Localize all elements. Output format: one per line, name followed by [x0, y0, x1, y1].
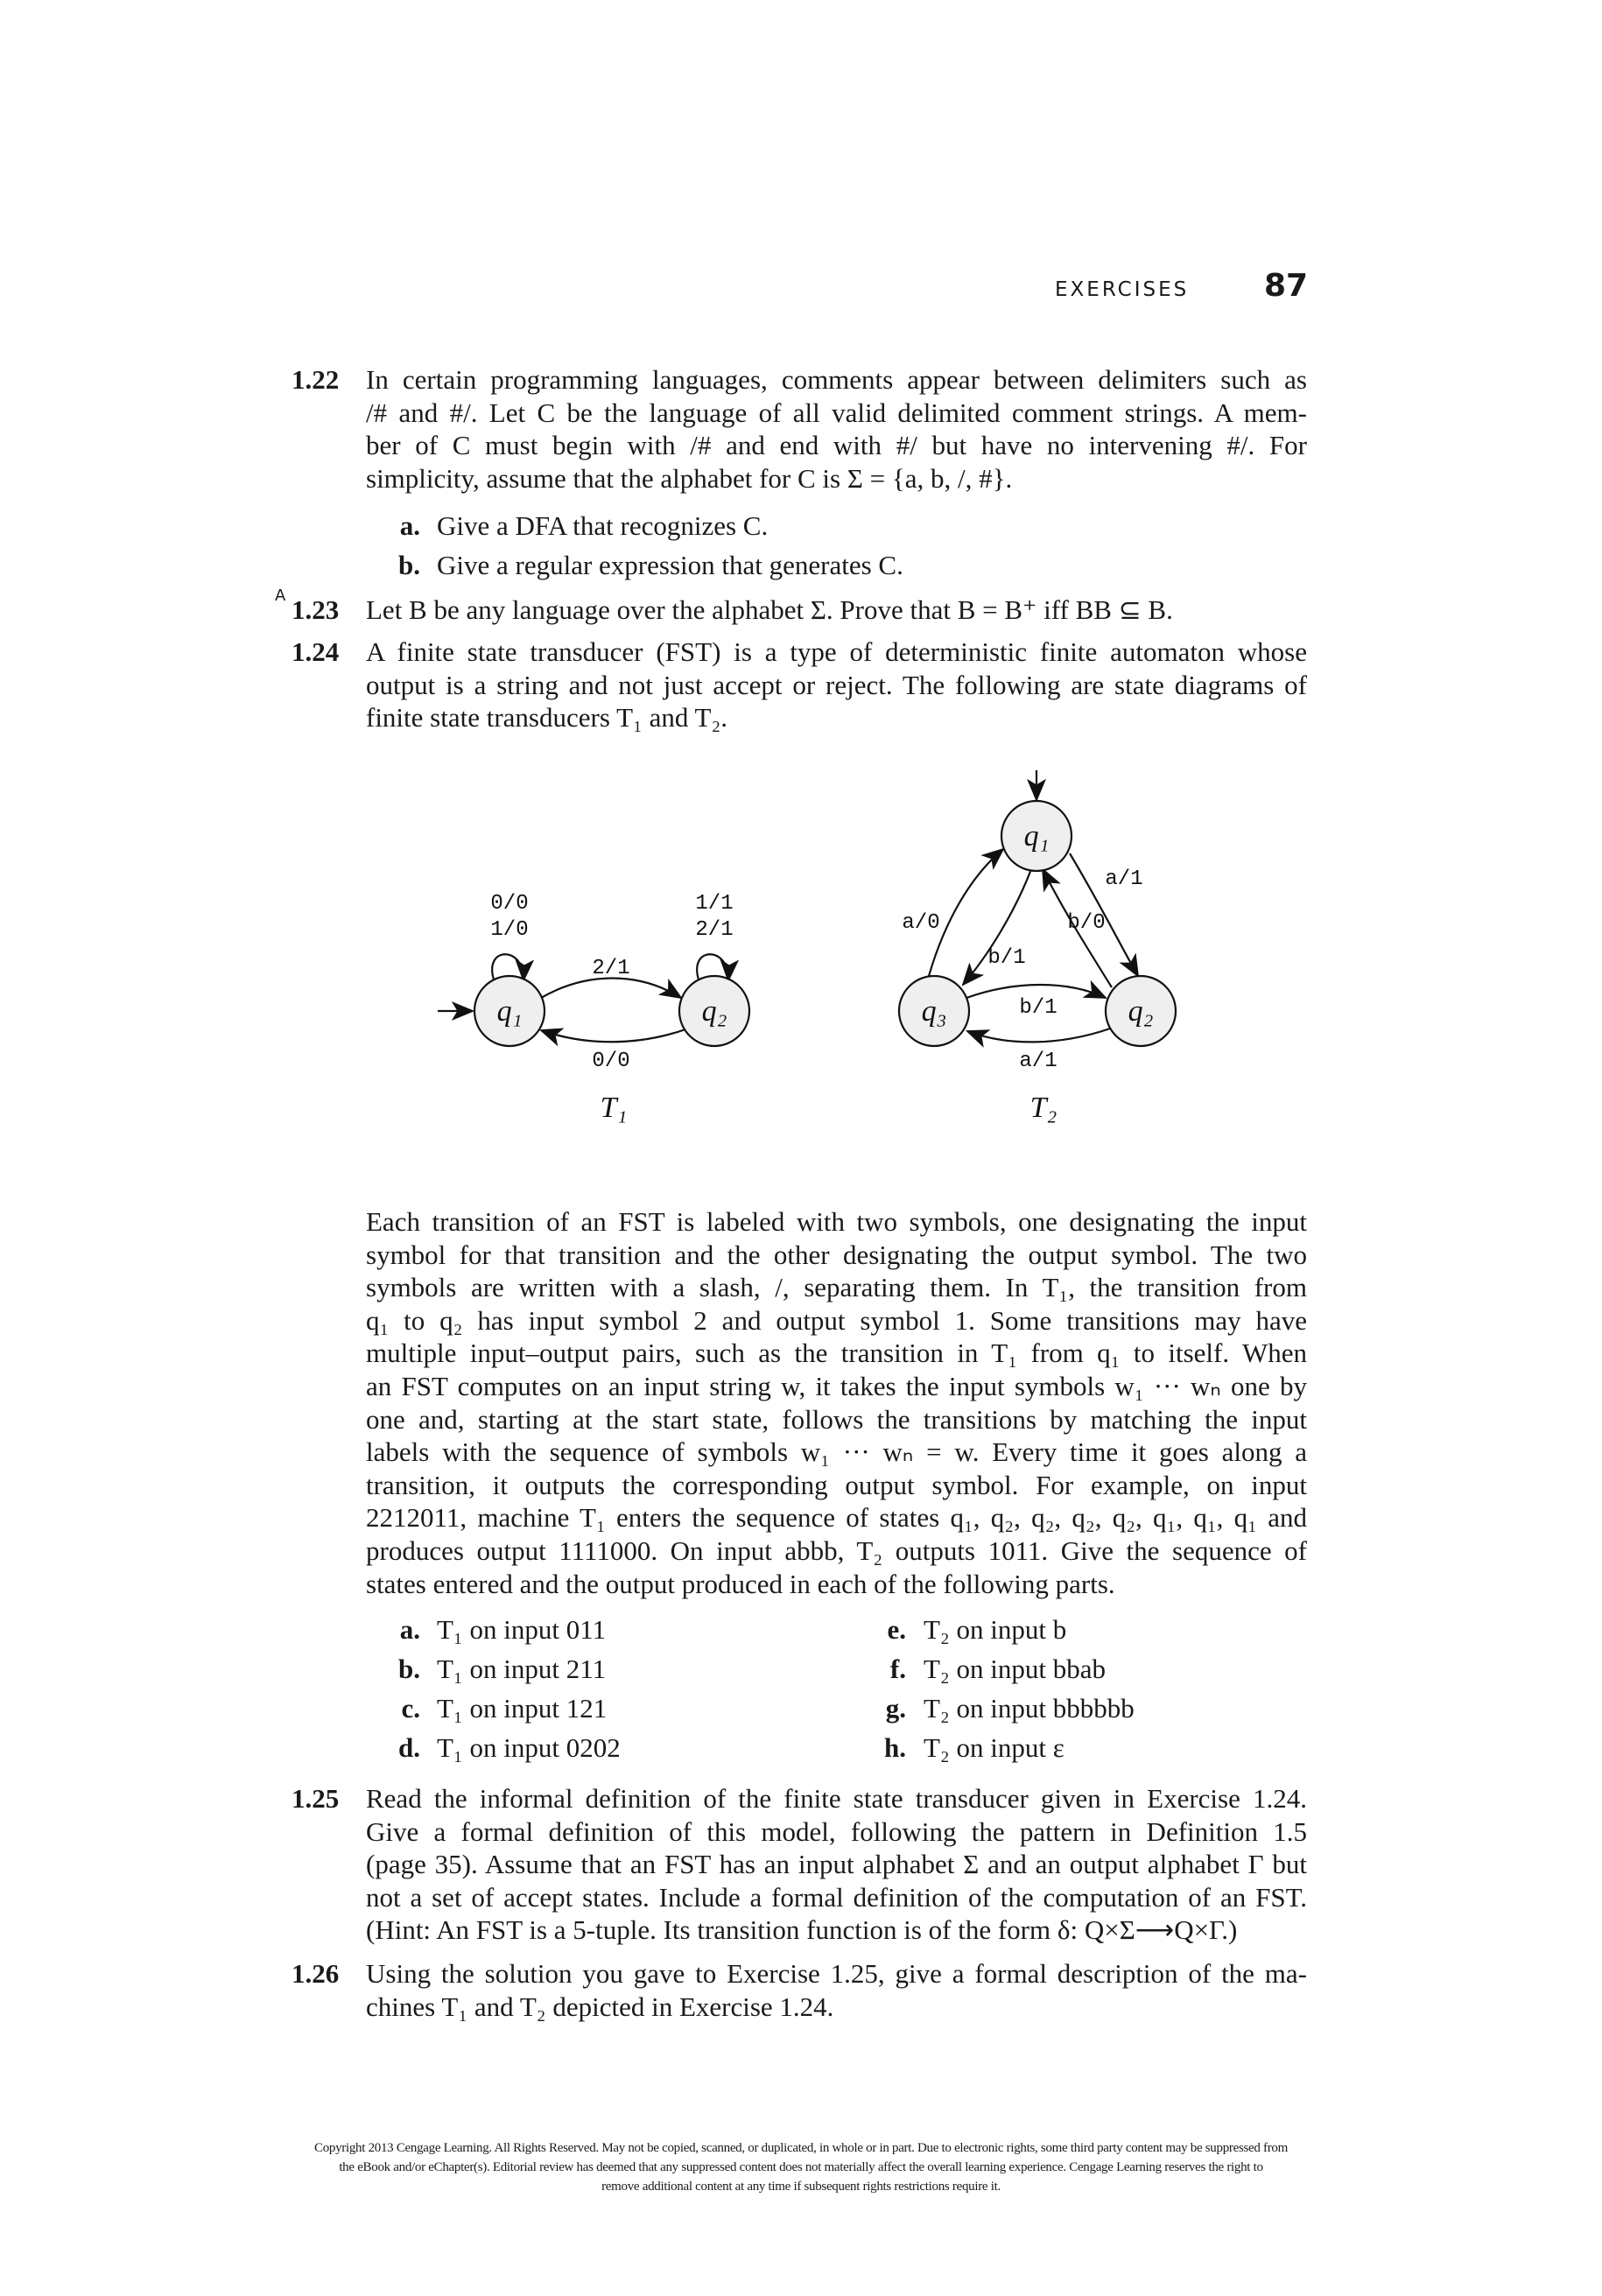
part-text: T₁ on input 0202	[437, 1732, 621, 1763]
exercise-text-line: ber of C must begin with /# and end with #/ but have no intervening #/. For	[366, 430, 1307, 460]
t1-q1-label: q₁	[496, 995, 523, 1028]
exercise-text-line: multiple input–output pairs, such as the transition in T₁ from q₁ to itself. When	[366, 1338, 1307, 1368]
exercise-number: 1.25	[292, 1783, 340, 1814]
exercise-text-line: q₁ to q₂ has input symbol 2 and output symbol 1. Some transitions may have	[366, 1305, 1307, 1336]
part-label: g.	[885, 1693, 906, 1724]
t2-edge-label: b/1	[987, 946, 1026, 970]
t2-edge-q2-q3	[967, 1029, 1110, 1042]
t2-edge-label: b/1	[1019, 996, 1057, 1020]
part-text: T₂ on input bbbbbb	[924, 1693, 1135, 1724]
copyright-footer-line: the eBook and/or eChapter(s). Editorial review has deemed that any suppressed content does not materially affect the overall learning experience. Cengage Learning reserves the right to	[339, 2160, 1263, 2174]
exercise-text-line: transition, it outputs the corresponding output symbol. For example, on input	[366, 1470, 1307, 1500]
part-text: Give a DFA that recognizes C.	[437, 510, 769, 541]
t2-edge-label: a/1	[1019, 1050, 1057, 1073]
t1-edge-q1-q2	[541, 979, 681, 999]
exercise-text-line: chines T₁ and T₂ depicted in Exercise 1.24.	[366, 1991, 834, 2022]
t2-edge-label: b/0	[1067, 911, 1106, 935]
exercise-text-line: Read the informal definition of the finite state transducer given in Exercise 1.24.	[366, 1783, 1307, 1814]
part-text: Give a regular expression that generates C.	[437, 550, 903, 580]
exercise-text-line: output is a string and not just accept or reject. The following are state diagrams of	[366, 670, 1307, 700]
t2-caption: T₂	[1029, 1092, 1057, 1124]
part-label: b.	[398, 1654, 420, 1684]
part-text: T₂ on input bbab	[924, 1654, 1106, 1684]
copyright-footer-line: Copyright 2013 Cengage Learning. All Rights Reserved. May not be copied, scanned, or duplicated, in whole or in part. Due to electronic rights, some third party content may be suppressed from	[313, 2141, 1288, 2155]
exercise-text-line: not a set of accept states. Include a formal definition of the computation of an FST.	[366, 1882, 1307, 1913]
t2-q2-label: q₂	[1128, 995, 1154, 1028]
t1-caption: T₁	[600, 1092, 628, 1124]
exercise-text-line: (Hint: An FST is a 5-tuple. Its transition function is of the form δ: Q×Σ⟶Q×Γ.)	[366, 1914, 1238, 1945]
t2-q3-label: q₃	[921, 995, 947, 1028]
exercise-text-line: one and, starting at the start state, follows the transitions by matching the input	[366, 1404, 1307, 1435]
exercise-number: 1.24	[292, 636, 340, 667]
t1-loop-q1-label: 1/0	[490, 918, 529, 942]
exercise-number: 1.22	[292, 364, 340, 395]
exercise-text-line: A finite state transducer (FST) is a type of deterministic finite automaton whose	[366, 636, 1307, 667]
part-label: a.	[399, 510, 420, 541]
exercise-text-line: an FST computes on an input string w, it takes the input symbols w₁ ··· wₙ one by	[366, 1371, 1307, 1401]
t1-loop-q2-label: 1/1	[695, 892, 734, 916]
exercise-text-line: finite state transducers T₁ and T₂.	[366, 702, 728, 733]
part-label: e.	[887, 1614, 906, 1645]
exercise-text-line: 2212011, machine T₁ enters the sequence of states q₁, q₂, q₂, q₂, q₂, q₁, q₁, q₁ and	[366, 1502, 1307, 1533]
exercise-text-line: states entered and the output produced in each of the following parts.	[366, 1569, 1115, 1599]
t1-loop-q2-label: 2/1	[695, 918, 734, 942]
exercise-text-line: simplicity, assume that the alphabet for C is Σ = {a, b, /, #}.	[366, 463, 1013, 494]
t1-loop-q1-label: 0/0	[490, 892, 529, 916]
page-number: 87	[1264, 268, 1309, 304]
part-text: T₁ on input 011	[437, 1614, 607, 1645]
exercise-text-line: In certain programming languages, comments appear between delimiters such as	[366, 364, 1307, 395]
part-label: b.	[398, 550, 420, 580]
part-label: d.	[398, 1732, 420, 1763]
exercise-text-line: produces output 1111000. On input abbb, T₂ outputs 1011. Give the sequence of	[366, 1535, 1307, 1566]
exercise-text-line: Using the solution you gave to Exercise 1.25, give a formal description of the ma-	[366, 1958, 1307, 1989]
part-text: T₁ on input 121	[437, 1693, 608, 1724]
part-label: h.	[884, 1732, 906, 1763]
part-label: a.	[399, 1614, 420, 1645]
exercise-text-line: /# and #/. Let C be the language of all valid delimited comment strings. A mem-	[366, 397, 1307, 428]
part-text: T₂ on input b	[924, 1614, 1067, 1645]
copyright-footer-line: remove additional content at any time if subsequent rights restrictions require it.	[601, 2180, 1001, 2194]
exercise-text-line: symbol for that transition and the other designating the output symbol. The two	[366, 1239, 1307, 1270]
part-label: f.	[889, 1654, 906, 1684]
exercise-number: 1.26	[292, 1958, 340, 1989]
part-label: c.	[401, 1693, 420, 1724]
t1-edge-q2-q1	[541, 1029, 688, 1042]
part-text: T₂ on input ε	[924, 1732, 1064, 1763]
t1-edge-label: 2/1	[592, 957, 630, 980]
t1-q2-label: q₂	[701, 995, 727, 1028]
exercise-number: 1.23	[292, 594, 340, 625]
t2-edge-label: a/0	[902, 911, 940, 935]
part-text: T₁ on input 211	[437, 1654, 607, 1684]
exercise-text-line: symbols are written with a slash, /, separating them. In T₁, the transition from	[366, 1272, 1307, 1302]
t1-edge-label: 0/0	[592, 1050, 630, 1073]
answer-marker: A	[275, 586, 286, 605]
exercise-text-line: Let B be any language over the alphabet Σ. Prove that B = B⁺ iff BB ⊆ B.	[366, 594, 1173, 625]
exercise-text-line: Each transition of an FST is labeled with two symbols, one designating the input	[366, 1206, 1307, 1237]
t2-q1-label: q₁	[1023, 820, 1050, 853]
running-header-title: EXERCISES	[1055, 278, 1190, 301]
exercise-text-line: Give a formal definition of this model, following the pattern in Definition 1.5	[366, 1816, 1307, 1847]
exercise-text-line: (page 35). Assume that an FST has an input alphabet Σ and an output alphabet Γ but	[366, 1849, 1307, 1879]
exercise-text-line: labels with the sequence of symbols w₁ ··· wₙ = w. Every time it goes along a	[366, 1436, 1307, 1467]
t2-edge-label: a/1	[1105, 867, 1143, 891]
